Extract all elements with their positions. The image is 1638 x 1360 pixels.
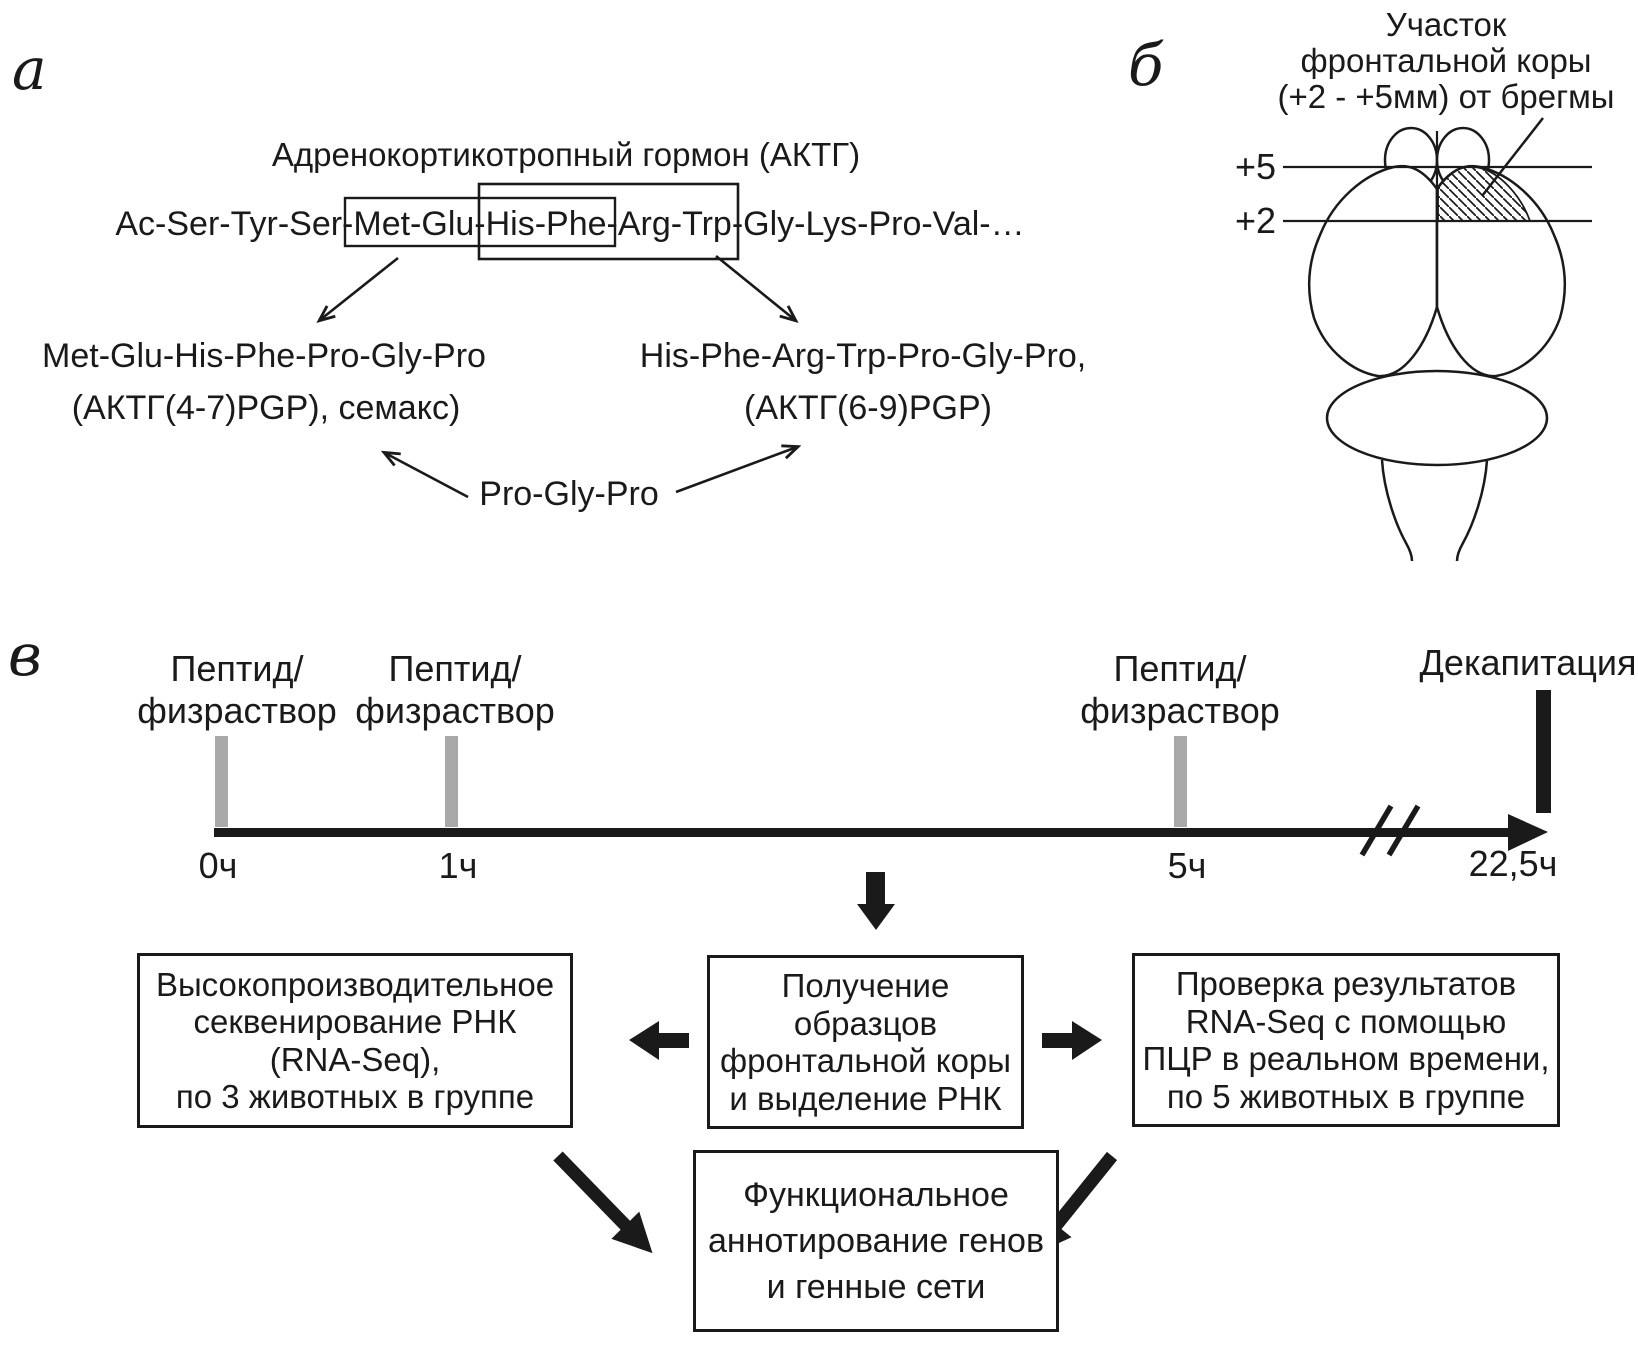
box-sampling-line4: и выделение РНК bbox=[729, 1079, 1002, 1117]
hormone-title: Адренокортикотропный гормон (АКТГ) bbox=[271, 136, 861, 173]
aktg69-name: (АКТГ(6-9)PGP) bbox=[744, 389, 992, 427]
time-0h: 0ч bbox=[198, 845, 238, 886]
box-annotation-line1: Функциональное bbox=[743, 1176, 1009, 1214]
semax-sequence: Met-Glu-His-Phe-Pro-Gly-Pro bbox=[42, 337, 486, 375]
pgp-label: Pro-Gly-Pro bbox=[479, 475, 659, 513]
box-annotation bbox=[693, 1150, 1059, 1332]
injection-label-5h bbox=[1080, 648, 1280, 732]
panel-a-label: а bbox=[12, 35, 47, 103]
box-annotation-line2: аннотирование генов bbox=[707, 1222, 1045, 1260]
box-sampling-line3: фронтальной коры bbox=[719, 1042, 1012, 1079]
injection-label-line1: Пептид/ bbox=[1113, 648, 1247, 689]
cortex-caption-line2: фронтальной коры bbox=[1300, 42, 1592, 79]
arrow-left-head bbox=[629, 1021, 659, 1060]
arrow-down-shaft bbox=[866, 872, 885, 906]
box-pcr-line2: RNA-Seq с помощью bbox=[1185, 1002, 1507, 1040]
injection-label-line1: Пептид/ bbox=[170, 648, 304, 689]
tick-injection-0h bbox=[215, 736, 228, 827]
panel-v-label: в bbox=[8, 621, 42, 689]
arrow-pgp-left bbox=[385, 453, 468, 497]
tick-injection-1h bbox=[445, 736, 458, 827]
injection-label-line2: физраствор bbox=[1080, 690, 1280, 731]
tick-decapitation bbox=[1536, 690, 1551, 813]
arrow-diagonal-left bbox=[558, 1156, 628, 1228]
box-pcr-validation bbox=[1132, 953, 1560, 1127]
timeline-axis bbox=[214, 828, 1508, 837]
box-rna-seq-line2: секвенирование РНК bbox=[193, 1003, 517, 1040]
bregma-plus5-label: +5 bbox=[1234, 146, 1276, 187]
arrow-to-semax bbox=[320, 258, 398, 320]
box-rna-seq-line3: (RNA-Seq), bbox=[269, 1040, 441, 1078]
box-sampling-line2: образцов bbox=[793, 1004, 938, 1042]
cerebellum bbox=[1327, 371, 1547, 465]
arrow-right-head bbox=[1072, 1021, 1102, 1060]
box-pcr-line3: ПЦР в реальном времени, bbox=[1142, 1040, 1550, 1077]
aktg69-sequence: His-Phe-Arg-Trp-Pro-Gly-Pro, bbox=[639, 337, 1087, 375]
hemisphere-left bbox=[1309, 166, 1437, 376]
injection-label-line2: физраствор bbox=[355, 690, 555, 731]
arrow-left-shaft bbox=[657, 1033, 689, 1048]
box-pcr-line1: Проверка результатов bbox=[1175, 965, 1517, 1002]
semax-name: (АКТГ(4-7)PGP), семакс) bbox=[71, 389, 461, 427]
injection-label-line2: физраствор bbox=[137, 690, 337, 731]
box-sampling-line1: Получение bbox=[781, 967, 950, 1004]
time-5h: 5ч bbox=[1167, 845, 1207, 886]
arrow-diagonal-right bbox=[1054, 1156, 1112, 1228]
box-sampling bbox=[707, 955, 1024, 1129]
box-annotation-line3: и генные сети bbox=[766, 1268, 986, 1306]
arrow-right-shaft bbox=[1042, 1033, 1074, 1048]
injection-label-0h bbox=[137, 648, 337, 732]
cortex-caption-line1: Участок bbox=[1385, 6, 1507, 43]
injection-label-1h bbox=[355, 648, 555, 732]
time-22-5h: 22,5ч bbox=[1468, 843, 1558, 884]
box-rna-seq bbox=[137, 953, 573, 1128]
tick-injection-5h bbox=[1174, 736, 1187, 827]
brain-diagram bbox=[1283, 118, 1592, 561]
box-pcr-line4: по 5 животных в группе bbox=[1166, 1077, 1526, 1115]
arrow-down-head bbox=[857, 904, 895, 930]
acth-sequence: Ac-Ser-Tyr-Ser-Met-Glu-His-Phe-Arg-Trp-Gly-Lys-Pro-Val-… bbox=[115, 205, 1025, 243]
box-rna-seq-line4: по 3 животных в группе bbox=[175, 1078, 535, 1115]
brainstem-left-edge bbox=[1382, 460, 1412, 561]
brainstem-right-edge bbox=[1457, 460, 1487, 561]
panel-b-label: б bbox=[1128, 31, 1164, 99]
bregma-plus2-label: +2 bbox=[1234, 200, 1276, 241]
decapitation-label: Декапитация bbox=[1419, 642, 1637, 683]
arrow-to-aktg69 bbox=[716, 256, 795, 320]
arrow-pgp-right bbox=[676, 447, 797, 492]
injection-label-line1: Пептид/ bbox=[388, 648, 522, 689]
panel-a-arrows bbox=[320, 256, 797, 497]
cortex-caption-line3: (+2 - +5мм) от брегмы bbox=[1277, 78, 1615, 115]
time-1h: 1ч bbox=[438, 845, 478, 886]
box-rna-seq-line1: Высокопроизводительное bbox=[155, 965, 555, 1003]
